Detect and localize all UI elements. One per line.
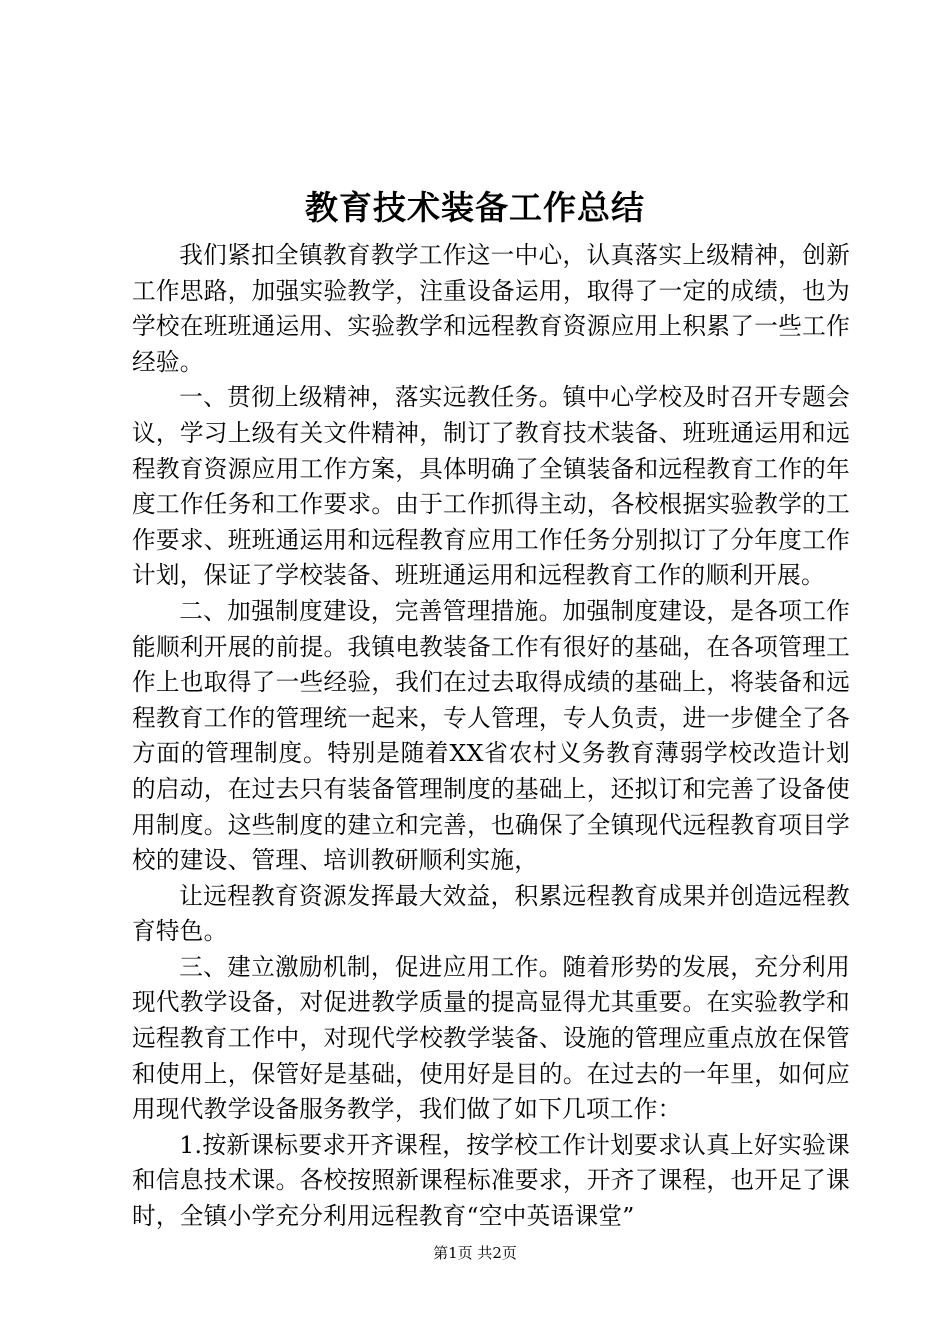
document-title: 教育技术装备工作总结 — [305, 188, 645, 227]
paragraph-section-2: 二、加强制度建设，完善管理措施。加强制度建设，是各项工作能顺利开展的前提。我镇电教装备工作有很好的基础，在各项管理工作上也取得了一些经验，我们在过去取得成绩的基础上，将装备和远程教育工作的管理统一起来，专人管理，专人负责，进一步健全了各方面的管理制度。特别是随着XX省农村义务教育薄弱学校改造计划的启动，在过去只有装备管理制度的基础上，还拟订和完善了设备使用制度。这些制度的建立和完善，也确保了全镇现代远程教育项目学校的建设、管理、培训教研顺利实施， — [132, 596, 850, 875]
paragraph-section-3: 三、建立激励机制，促进应用工作。随着形势的发展，充分利用现代教学设备，对促进教学质量的提高显得尤其重要。在实验教学和远程教育工作中，对现代学校教学装备、设施的管理应重点放在保管和使用上，保管好是基础，使用好是目的。在过去的一年里，如何应用现代教学设备服务教学，我们做了如下几项工作： — [132, 952, 850, 1124]
document-body — [132, 238, 850, 1235]
paragraph-item-1: 1.按新课标要求开齐课程，按学校工作计划要求认真上好实验课和信息技术课。各校按照新课程标准要求，开齐了课程，也开足了课时，全镇小学充分利用远程教育“空中英语课堂” — [132, 1130, 850, 1231]
page-footer: 第1页 共2页 — [433, 1244, 517, 1262]
paragraph-intro: 我们紧扣全镇教育教学工作这一中心，认真落实上级精神，创新工作思路，加强实验教学，注重设备运用，取得了一定的成绩，也为学校在班班通运用、实验教学和远程教育资源应用上积累了一些工作经验。 — [132, 241, 850, 376]
paragraph-continuation: 让远程教育资源发挥最大效益，积累远程教育成果并创造远程教育特色。 — [132, 881, 850, 946]
paragraph-section-1: 一、贯彻上级精神，落实远教任务。镇中心学校及时召开专题会议，学习上级有关文件精神，制订了教育技术装备、班班通运用和远程教育资源应用工作方案，具体明确了全镇装备和远程教育工作的年度工作任务和工作要求。由于工作抓得主动，各校根据实验教学的工作要求、班班通运用和远程教育应用工作任务分别拟订了分年度工作计划，保证了学校装备、班班通运用和远程教育工作的顺利开展。 — [132, 383, 850, 590]
